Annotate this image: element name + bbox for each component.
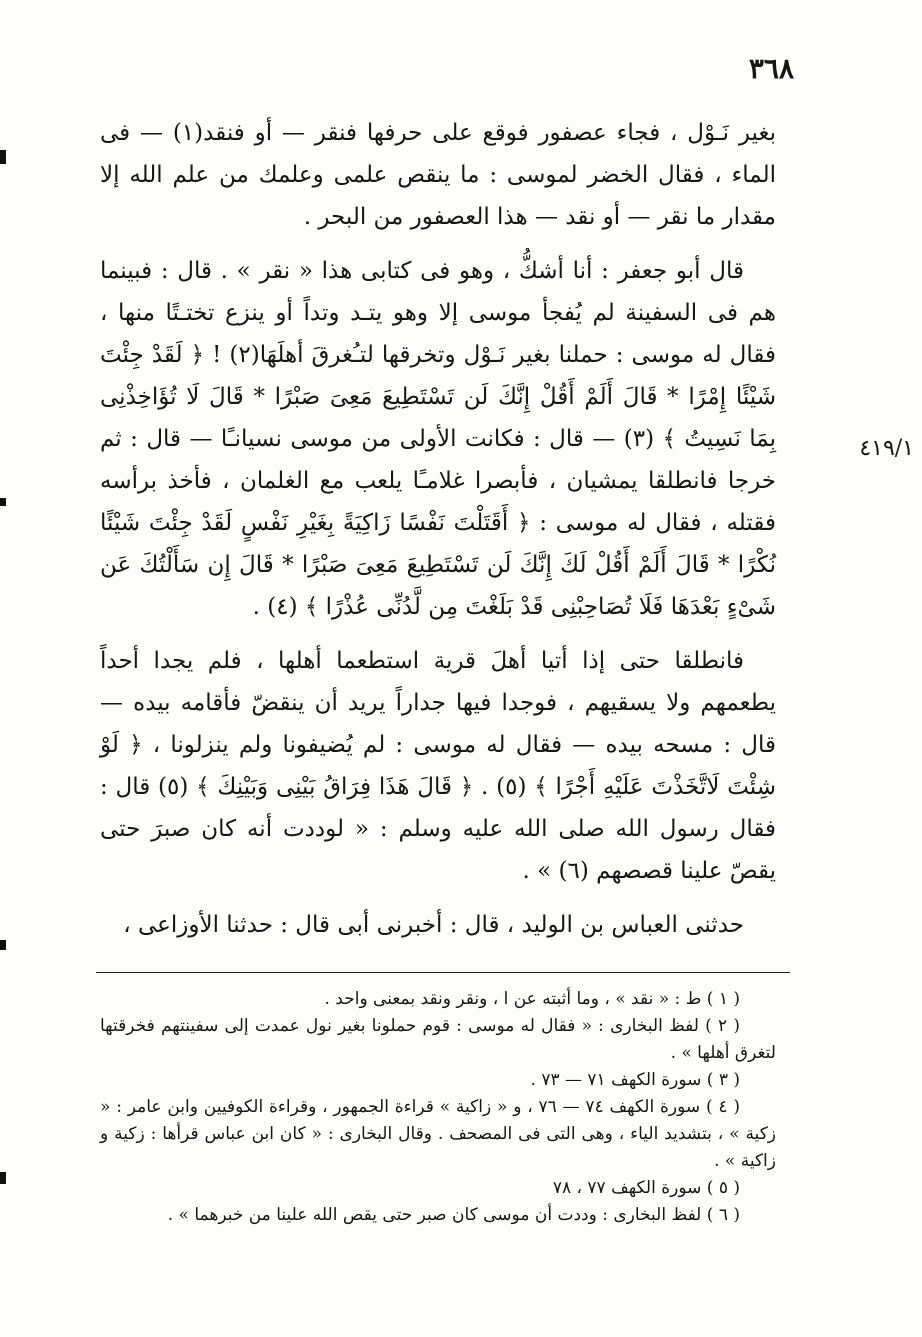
footnote: ( ٢ ) لفظ البخارى : « فقال له موسى : قوم حملونا بغير نول عمدت إلى سفينتهم فخرقتها لتغرق أهلها » .: [100, 1016, 776, 1063]
paragraph: فانطلقا حتى إذا أتيا أهلَ قرية استطعما أهلها ، فلم يجدا أحداً يطعمهم ولا يسقيهم ، فوجدا فيها جداراً يريد أن ينقضّ فأقامه بيده — قال : مسحه بيده — فقال له موسى : لم يُضيفونا ولم ينزلونا ، ﴿ لَوْ شِئْتَ لَاتَّخَذْتَ عَلَيْهِ أَجْرًا ﴾ (٥) . ﴿ قَالَ هَذَا فِرَاقُ بَيْنِى وَبَيْنِكَ ﴾ (٥) قال : فقال رسول الله صلى الله عليه وسلم : « لوددت أنه كان صبرَ حتى يقصّ علينا قصصهم (٦) » .: [100, 648, 777, 884]
footnote: ( ٤ ) سورة الكهف ٧٤ — ٧٦ ، و « زاكية » قراءة الجمهور ، وقراءة الكوفيين وابن عامر : « زكية » ، بتشديد الياء ، وهى التى فى المصحف . وقال البخارى : « كان ابن عباس قرأها : زكية و زاكية » .: [100, 1097, 776, 1171]
scan-edge-mark: [0, 940, 6, 950]
margin-reference: ٤١٩/١: [859, 436, 914, 461]
footnote: ( ٥ ) سورة الكهف ٧٧ ، ٧٨: [552, 1178, 740, 1198]
page-number: ٣٦٨: [748, 52, 794, 85]
scan-edge-mark: [0, 1172, 6, 1184]
footnote: ( ٦ ) لفظ البخارى : وددت أن موسى كان صبر حتى يقص الله علينا من خبرهما » .: [167, 1205, 740, 1225]
footnote: ( ١ ) ط : « نقد » ، وما أثبته عن ا ، ونقر ونقد بمعنى واحد .: [324, 989, 740, 1009]
footnote: ( ٣ ) سورة الكهف ٧١ — ٧٣ .: [530, 1070, 740, 1090]
scan-edge-mark: [0, 498, 6, 506]
paragraph: حدثنى العباس بن الوليد ، قال : أخبرنى أبى قال : حدثنا الأوزاعى ،: [123, 912, 744, 938]
footnote-divider: [96, 972, 790, 973]
paragraph: قال أبو جعفر : أنا أشكُّ ، وهو فى كتابى هذا « نقر » . قال : فبينما هم فى السفينة لم يُفجأ موسى إلا وهو يتـد وتداً أو ينزع تختـتًا منها ، فقال له موسى : حملنا بغير نَـوْل وتخرقها لتـُغرقَ أهلَهَا(٢) ! ﴿ لَقَدْ جِئْتَ شَيْئًا إِمْرًا * قَالَ أَلَمْ أَقُلْ إِنَّكَ لَن تَسْتَطِيعَ مَعِىَ صَبْرًا * قَالَ لَا تُؤَاخِذْنِى بِمَا نَسِيتُ ﴾ (٣) — قال : فكانت الأولى من موسى نسيانـًا — قال : ثم خرجا فانطلقا يمشيان ، فأبصرا غلامـًا يلعب مع الغلمان ، فأخذ برأسه فقتله ، فقال له موسى : ﴿ أَقَتَلْتَ نَفْسًا زَاكِيَةً بِغَيْرِ نَفْسٍ لَقَدْ جِئْتَ شَيْئًا نُكْرًا * قَالَ أَلَمْ أَقُلْ لَكَ إِنَّكَ لَن تَسْتَطِيعَ مَعِىَ صَبْرًا * قَالَ إِن سَأَلْتُكَ عَن شَىْءٍ بَعْدَهَا فَلَا تُصَاحِبْنِى قَدْ بَلَغْتَ مِن لَّدُنِّى عُذْرًا ﴾ (٤) .: [100, 258, 776, 620]
scan-edge-mark: [0, 150, 6, 164]
main-text: [100, 112, 776, 946]
footnotes: [100, 986, 776, 1229]
paragraph: بغير نَـوْل ، فجاء عصفور فوقع على حرفها فنقر — أو فنقد(١) — فى الماء ، فقال الخضر لموسى : ما ينقص علمى وعلمك من علم الله إلا مقدار ما نقر — أو نقد — هذا العصفور من البحر .: [100, 120, 776, 230]
